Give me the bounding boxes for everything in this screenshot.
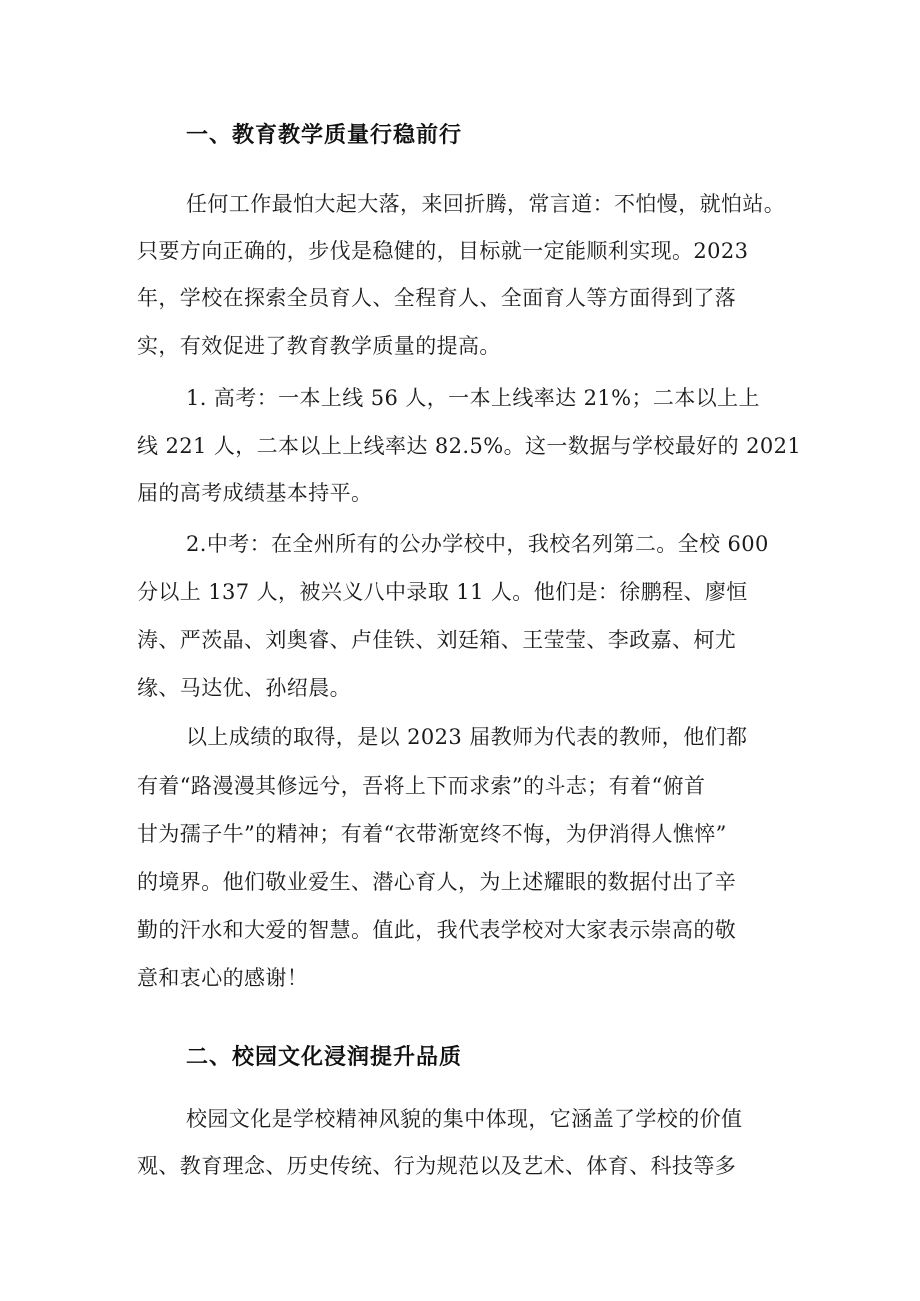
paragraph-line: 有着“路漫漫其修远兮，吾将上下而求索”的斗志；有着“俯首	[137, 774, 706, 798]
paragraph-line: 只要方向正确的，步伐是稳健的，目标就一定能顺利实现。2023	[137, 239, 749, 263]
paragraph-line: 以上成绩的取得，是以 2023 届教师为代表的教师，他们都	[186, 725, 748, 749]
paragraph-line: 的境界。他们敬业爱生、潜心育人，为上述耀眼的数据付出了辛	[137, 870, 737, 894]
section-heading-1: 一、教育教学质量行稳前行	[186, 122, 463, 148]
paragraph-line: 1. 高考：一本上线 56 人，一本上线率达 21%；二本以上上	[186, 386, 760, 410]
paragraph-line: 实，有效促进了教育教学质量的提高。	[137, 334, 501, 358]
paragraph-line: 意和衷心的感谢！	[137, 966, 309, 990]
paragraph-line: 任何工作最怕大起大落，来回折腾，常言道：不怕慢，就怕站。	[186, 192, 786, 216]
paragraph-line: 校园文化是学校精神风貌的集中体现，它涵盖了学校的价值	[186, 1107, 743, 1131]
paragraph-line: 勤的汗水和大爱的智慧。值此，我代表学校对大家表示崇高的敬	[137, 918, 737, 942]
paragraph-line: 涛、严茨晶、刘奥睿、卢佳铁、刘廷箱、王莹莹、李政嘉、柯尤	[137, 628, 737, 652]
paragraph-line: 届的高考成绩基本持平。	[137, 481, 373, 505]
paragraph-line: 年，学校在探索全员育人、全程育人、全面育人等方面得到了落	[137, 286, 737, 310]
paragraph-line: 观、教育理念、历史传统、行为规范以及艺术、体育、科技等多	[137, 1154, 737, 1178]
paragraph-line: 2.中考：在全州所有的公办学校中，我校名列第二。全校 600	[186, 532, 769, 556]
paragraph-line: 线 221 人，二本以上上线率达 82.5%。这一数据与学校最好的 2021	[137, 434, 802, 458]
paragraph-line: 缘、马达优、孙绍晨。	[137, 676, 351, 700]
paragraph-line: 分以上 137 人，被兴义八中录取 11 人。他们是：徐鹏程、廖恒	[137, 580, 748, 604]
paragraph-line: 甘为孺子牛”的精神；有着“衣带渐宽终不悔，为伊消得人憔悴”	[137, 822, 727, 846]
section-heading-2: 二、校园文化浸润提升品质	[186, 1044, 463, 1070]
